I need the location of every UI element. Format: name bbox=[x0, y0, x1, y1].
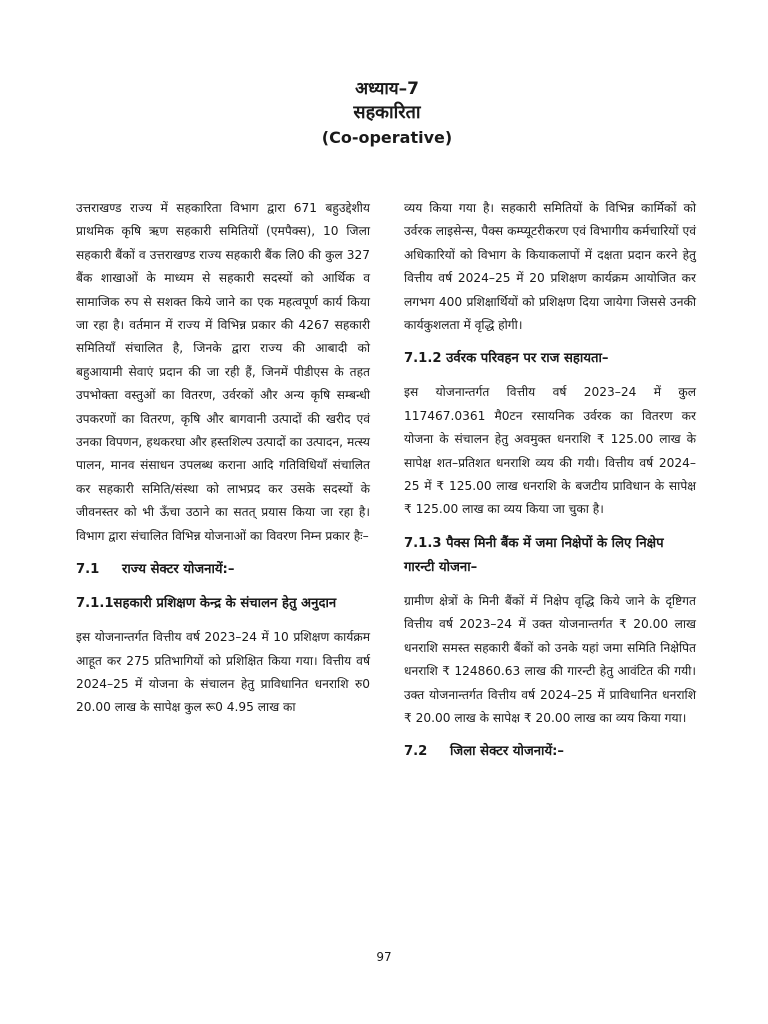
section-7-1-3-heading: 7.1.3 पैक्स मिनी बैंक में जमा निक्षेपों के लिए निक्षेप गारन्टी योजना– bbox=[404, 535, 664, 575]
continuation-paragraph: व्यय किया गया है। सहकारी समितियों के विभिन्न कार्मिकों को उर्वरक लाइसेन्स, पैक्स कम्प्यूटरीकरण एवं विभागीय कर्मचारियों एवं अधिकारियों को विभाग के कियाकलापों में दक्षता प्रदान करने हेतु वित्तीय वर्ष 2024–25 में 20 प्रशिक्षण कार्यक्रम आयोजित कर लगभग 400 प्रशिक्षार्थियों को प्रशिक्षण दिया जायेगा जिससे उनकी कार्यकुशलता में वृद्धि होगी। bbox=[404, 201, 696, 333]
section-7-1-heading bbox=[76, 558, 370, 582]
section-7-1-2-heading: 7.1.2 उर्वरक परिवहन पर राज सहायता– bbox=[404, 351, 609, 367]
chapter-title: सहकारिता bbox=[353, 102, 421, 123]
section-7-1-2-paragraph: इस योजनान्तर्गत वित्तीय वर्ष 2023–24 में कुल 117467.0361 मै0टन रसायनिक उर्वरक का वितरण कर योजना के संचालन हेतु अवमुक्त धनराशि ₹ 125.00 लाख के सापेक्ष शत–प्रतिशत धनराशि व्यय की गयी। वित्तीय वर्ष 2024–25 में ₹ 125.00 लाख धनराशि के बजटीय प्राविधान के सापेक्ष ₹ 125.00 लाख का व्यय किया जा चुका है। bbox=[404, 385, 696, 517]
section-7-2-number: 7.2 bbox=[404, 744, 428, 760]
section-7-2-title: जिला सेक्टर योजनायें:– bbox=[450, 744, 564, 760]
chapter-subtitle: (Co-operative) bbox=[321, 128, 453, 147]
right-column bbox=[404, 197, 696, 774]
page-number: 97 bbox=[376, 950, 392, 964]
section-7-1-title: राज्य सेक्टर योजनायें:– bbox=[122, 562, 235, 578]
intro-paragraph: उत्तराखण्ड राज्य में सहकारिता विभाग द्वारा 671 बहुउद्देशीय प्राथमिक कृषि ऋण सहकारी समितियों (एमपैक्स), 10 जिला सहकारी बैंकों व उत्तराखण्ड राज्य सहकारी बैंक लि0 की कुल 327 बैंक शाखाओं के माध्यम से सहकारी सदस्यों को आर्थिक व सामाजिक रुप से सशक्त किये जाने का एक महत्वपूर्ण कार्य किया जा रहा है। वर्तमान में राज्य में विभिन्न प्रकार की 4267 सहकारी समितियाँ संचालित है, जिनके द्वारा राज्य की आबादी को बहुआयामी सेवाएं प्रदान की जा रही हैं, जिनमें पीडीएस के तहत उपभोक्ता वस्तुओं का वितरण, उर्वरकों और अन्य कृषि सम्बन्धी उपकरणों का वितरण, कृषि और बागवानी उत्पादों की खरीद एवं उनका विपणन, हथकरघा और हस्तशिल्प उत्पादों का उत्पादन, मत्स्य पालन, मानव संसाधन उपलब्ध कराना आदि गतिविधियाँ संचालित कर सहकारी समिति/संस्था को लाभप्रद कर उसके सदस्यों के जीवनस्तर को भी ऊँचा उठाने का सतत् प्रयास किया जा रहा है। विभाग द्वारा संचालित विभिन्न योजनाओं का विवरण निम्न प्रकार हैः– bbox=[76, 201, 370, 543]
chapter-header bbox=[0, 78, 768, 150]
section-7-1-number: 7.1 bbox=[76, 562, 100, 578]
section-7-1-1-paragraph: इस योजनान्तर्गत वित्तीय वर्ष 2023–24 में 10 प्रशिक्षण कार्यक्रम आहूत कर 275 प्रतिभागियों को प्रशिक्षित किया गया। वित्तीय वर्ष 2024–25 में योजना के संचालन हेतु प्राविधानित धनराशि रु0 20.00 लाख के सापेक्ष कुल रू0 4.95 लाख का bbox=[76, 630, 370, 715]
section-7-2-heading bbox=[404, 740, 696, 764]
section-7-1-1-heading: 7.1.1सहकारी प्रशिक्षण केन्द्र के संचालन हेतु अनुदान bbox=[76, 596, 337, 612]
left-column bbox=[76, 197, 370, 730]
section-7-1-3-paragraph: ग्रामीण क्षेत्रों के मिनी बैंकों में निक्षेप वृद्धि किये जाने के दृष्टिगत वित्तीय वर्ष 2023–24 में उक्त योजनान्तर्गत ₹ 20.00 लाख धनराशि समस्त सहकारी बैंकों को उनके यहां जमा समिति निक्षेपित धनराशि ₹ 124860.63 लाख की गारन्टी हेतु आवंटित की गयी। उक्त योजनान्तर्गत वित्तीय वर्ष 2024–25 में प्राविधानित धनराशि ₹ 20.00 लाख के सापेक्ष ₹ 20.00 लाख का व्यय किया गया। bbox=[404, 593, 696, 725]
chapter-number: अध्याय–7 bbox=[355, 79, 419, 99]
